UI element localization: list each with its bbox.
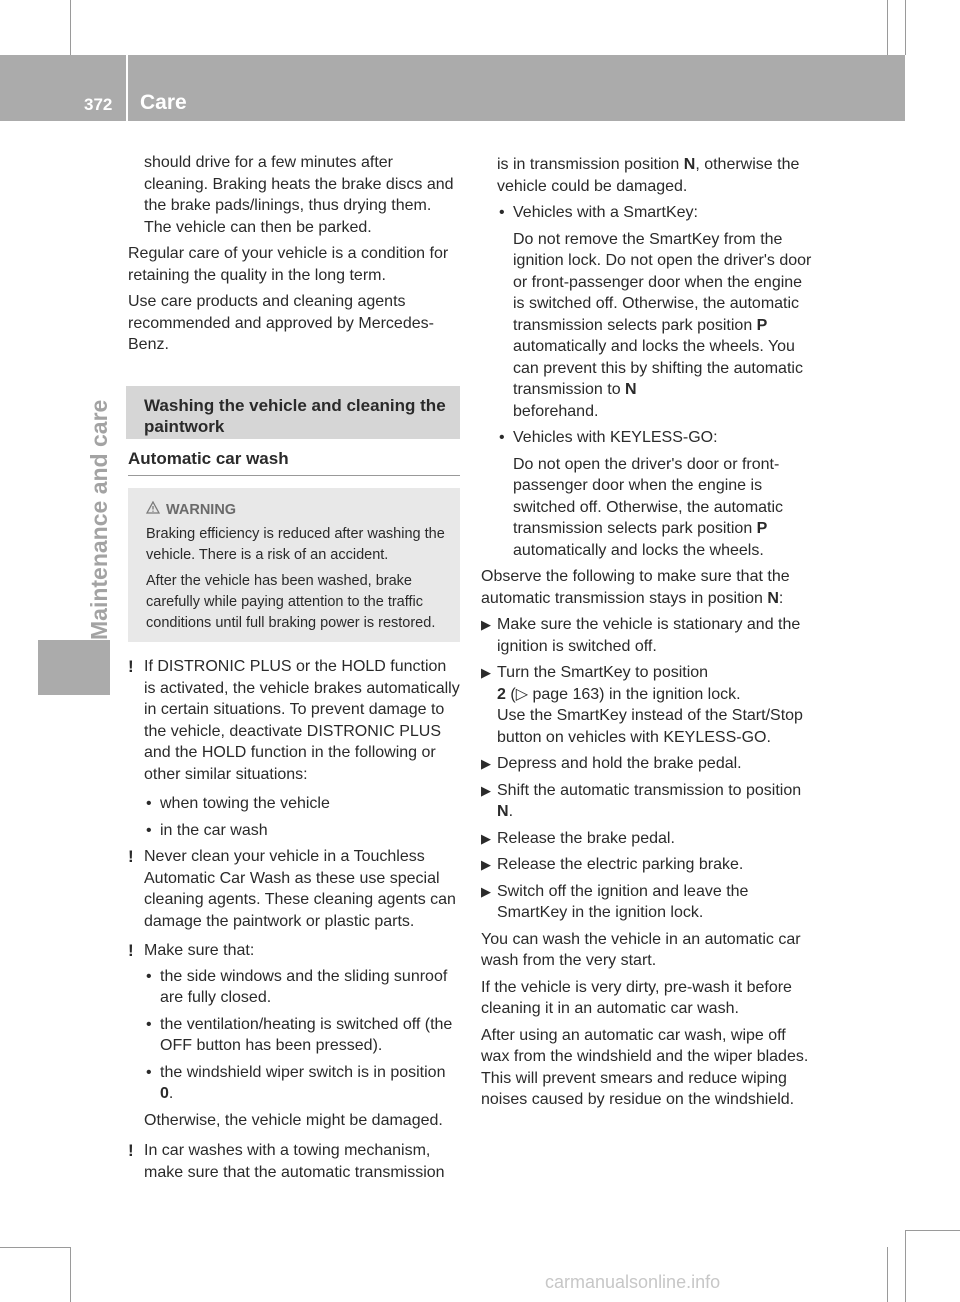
list-item: • in the car wash: [146, 821, 268, 839]
arrow-icon: ▶: [481, 830, 491, 846]
exclamation-icon: !: [128, 941, 134, 960]
crop-mark: [0, 1247, 70, 1248]
list-item: • the windshield wiper switch is in position 0.: [146, 1063, 446, 1102]
arrow-icon: ▶: [481, 756, 491, 771]
list-item: • the ventilation/heating is switched off (the OFF button has been pressed).: [146, 1015, 453, 1054]
instruction-step: ▶ Depress and hold the brake pedal.: [481, 753, 815, 775]
exclamation-icon: !: [128, 847, 134, 866]
exclamation-icon: !: [128, 1141, 134, 1160]
side-tab-label: Maintenance and care: [86, 399, 112, 640]
instruction-step: ▶ Switch off the ignition and leave the SmartKey in the ignition lock.: [481, 882, 749, 921]
crop-mark: [887, 1247, 888, 1302]
section-heading: Washing the vehicle and cleaning the paintwork: [126, 386, 460, 439]
left-column: [128, 152, 460, 1191]
note: ! In car washes with a towing mechanism, make sure that the automatic transmission: [128, 1141, 445, 1181]
paragraph: If the vehicle is very dirty, pre-wash it before cleaning it in an automatic car wash.: [481, 978, 792, 1017]
instruction-step: ▶ Shift the automatic transmission to position N.: [481, 781, 802, 820]
note: ! Never clean your vehicle in a Touchless Automatic Car Wash as these use special cleaning agents. These cleaning agents can damage the paintwork or plastic parts.: [128, 847, 456, 930]
side-tab: [905, 55, 960, 695]
subheading: Automatic car wash: [128, 439, 460, 477]
list-item: • Vehicles with a SmartKey:: [499, 204, 698, 221]
warning-title: WARNING: [146, 500, 450, 521]
warning-triangle-icon: [146, 500, 160, 521]
crop-mark: [887, 0, 888, 55]
paragraph: Regular care of your vehicle is a condition for retaining the quality in the long term.: [128, 245, 449, 284]
instruction-step: ▶ Make sure the vehicle is stationary and the ignition is switched off.: [481, 616, 801, 655]
warning-box: [128, 488, 460, 642]
crop-mark: [70, 1247, 71, 1302]
paragraph: Otherwise, the vehicle might be damaged.: [144, 1111, 443, 1129]
warning-text: Braking efficiency is reduced after washing the vehicle. There is a risk of an accident.: [146, 526, 445, 563]
right-column: [481, 154, 815, 1116]
section-title: Care: [140, 91, 187, 114]
list-item: • when towing the vehicle: [146, 795, 330, 812]
page-number: 372: [84, 95, 113, 114]
note-continuation: is in transmission position N, otherwise the vehicle could be damaged.: [497, 156, 800, 195]
instruction-step: ▶ Release the electric parking brake.: [481, 854, 815, 876]
note: ! If DISTRONIC PLUS or the HOLD function is activated, the vehicle brakes automatically in certain situations. To prevent damage to the vehicle, deactivate DISTRONIC PLUS and the HOLD function in the following or other similar situations:: [128, 657, 460, 783]
side-tab-block: [38, 640, 110, 695]
exclamation-icon: !: [128, 657, 134, 676]
watermark: carmanualsonline.info: [545, 1272, 721, 1292]
instruction-step: ▶ Turn the SmartKey to position 2 (▷ page 163) in the ignition lock. Use the SmartKey instead of the Start/Stop button on vehicles with KEYLESS-GO.: [481, 664, 803, 746]
warning-text: After the vehicle has been washed, brake carefully while paying attention to the traffic conditions until full braking power is restored.: [146, 573, 436, 631]
intro-continuation: should drive for a few minutes after cleaning. Braking heats the brake discs and the brake pads/linings, thus drying them. The vehicle can then be parked.: [144, 154, 454, 236]
list-item: • the side windows and the sliding sunroof are fully closed.: [146, 967, 448, 1006]
arrow-icon: ▶: [481, 883, 491, 899]
header-bar: [0, 55, 905, 121]
list-item-detail: Do not remove the SmartKey from the ignition lock. Do not open the driver's door or front-passenger door when the engine is switched off. Otherwise, the automatic transmission selects park position P automatically and locks the wheels. You can prevent this by shifting the automatic transmission to N beforehand.: [513, 230, 812, 420]
list-item-detail: Do not open the driver's door or front-passenger door when the engine is switched off. Otherwise, the automatic transmission selects park position P automatically and locks the wheels.: [513, 455, 784, 559]
paragraph: After using an automatic car wash, wipe off wax from the windshield and the wiper blades. This will prevent smears and reduce wiping noises caused by residue on the windshield.: [481, 1026, 809, 1108]
crop-mark: [905, 1230, 906, 1302]
arrow-icon: ▶: [481, 857, 491, 872]
arrow-icon: ▶: [481, 782, 491, 798]
paragraph: You can wash the vehicle in an automatic car wash from the very start.: [481, 930, 801, 969]
paragraph: Observe the following to make sure that the automatic transmission stays in position N:: [481, 568, 790, 607]
crop-mark: [905, 0, 906, 55]
crop-mark: [70, 0, 71, 55]
paragraph: Use care products and cleaning agents recommended and approved by Mercedes-Benz.: [128, 293, 434, 353]
instruction-step: ▶ Release the brake pedal.: [481, 828, 815, 850]
list-item: • Vehicles with KEYLESS-GO:: [499, 429, 718, 446]
crop-mark: [905, 1230, 960, 1231]
note: ! Make sure that:: [128, 941, 255, 960]
header-divider: [126, 55, 128, 121]
arrow-icon: ▶: [481, 617, 491, 632]
arrow-icon: ▶: [481, 665, 491, 680]
